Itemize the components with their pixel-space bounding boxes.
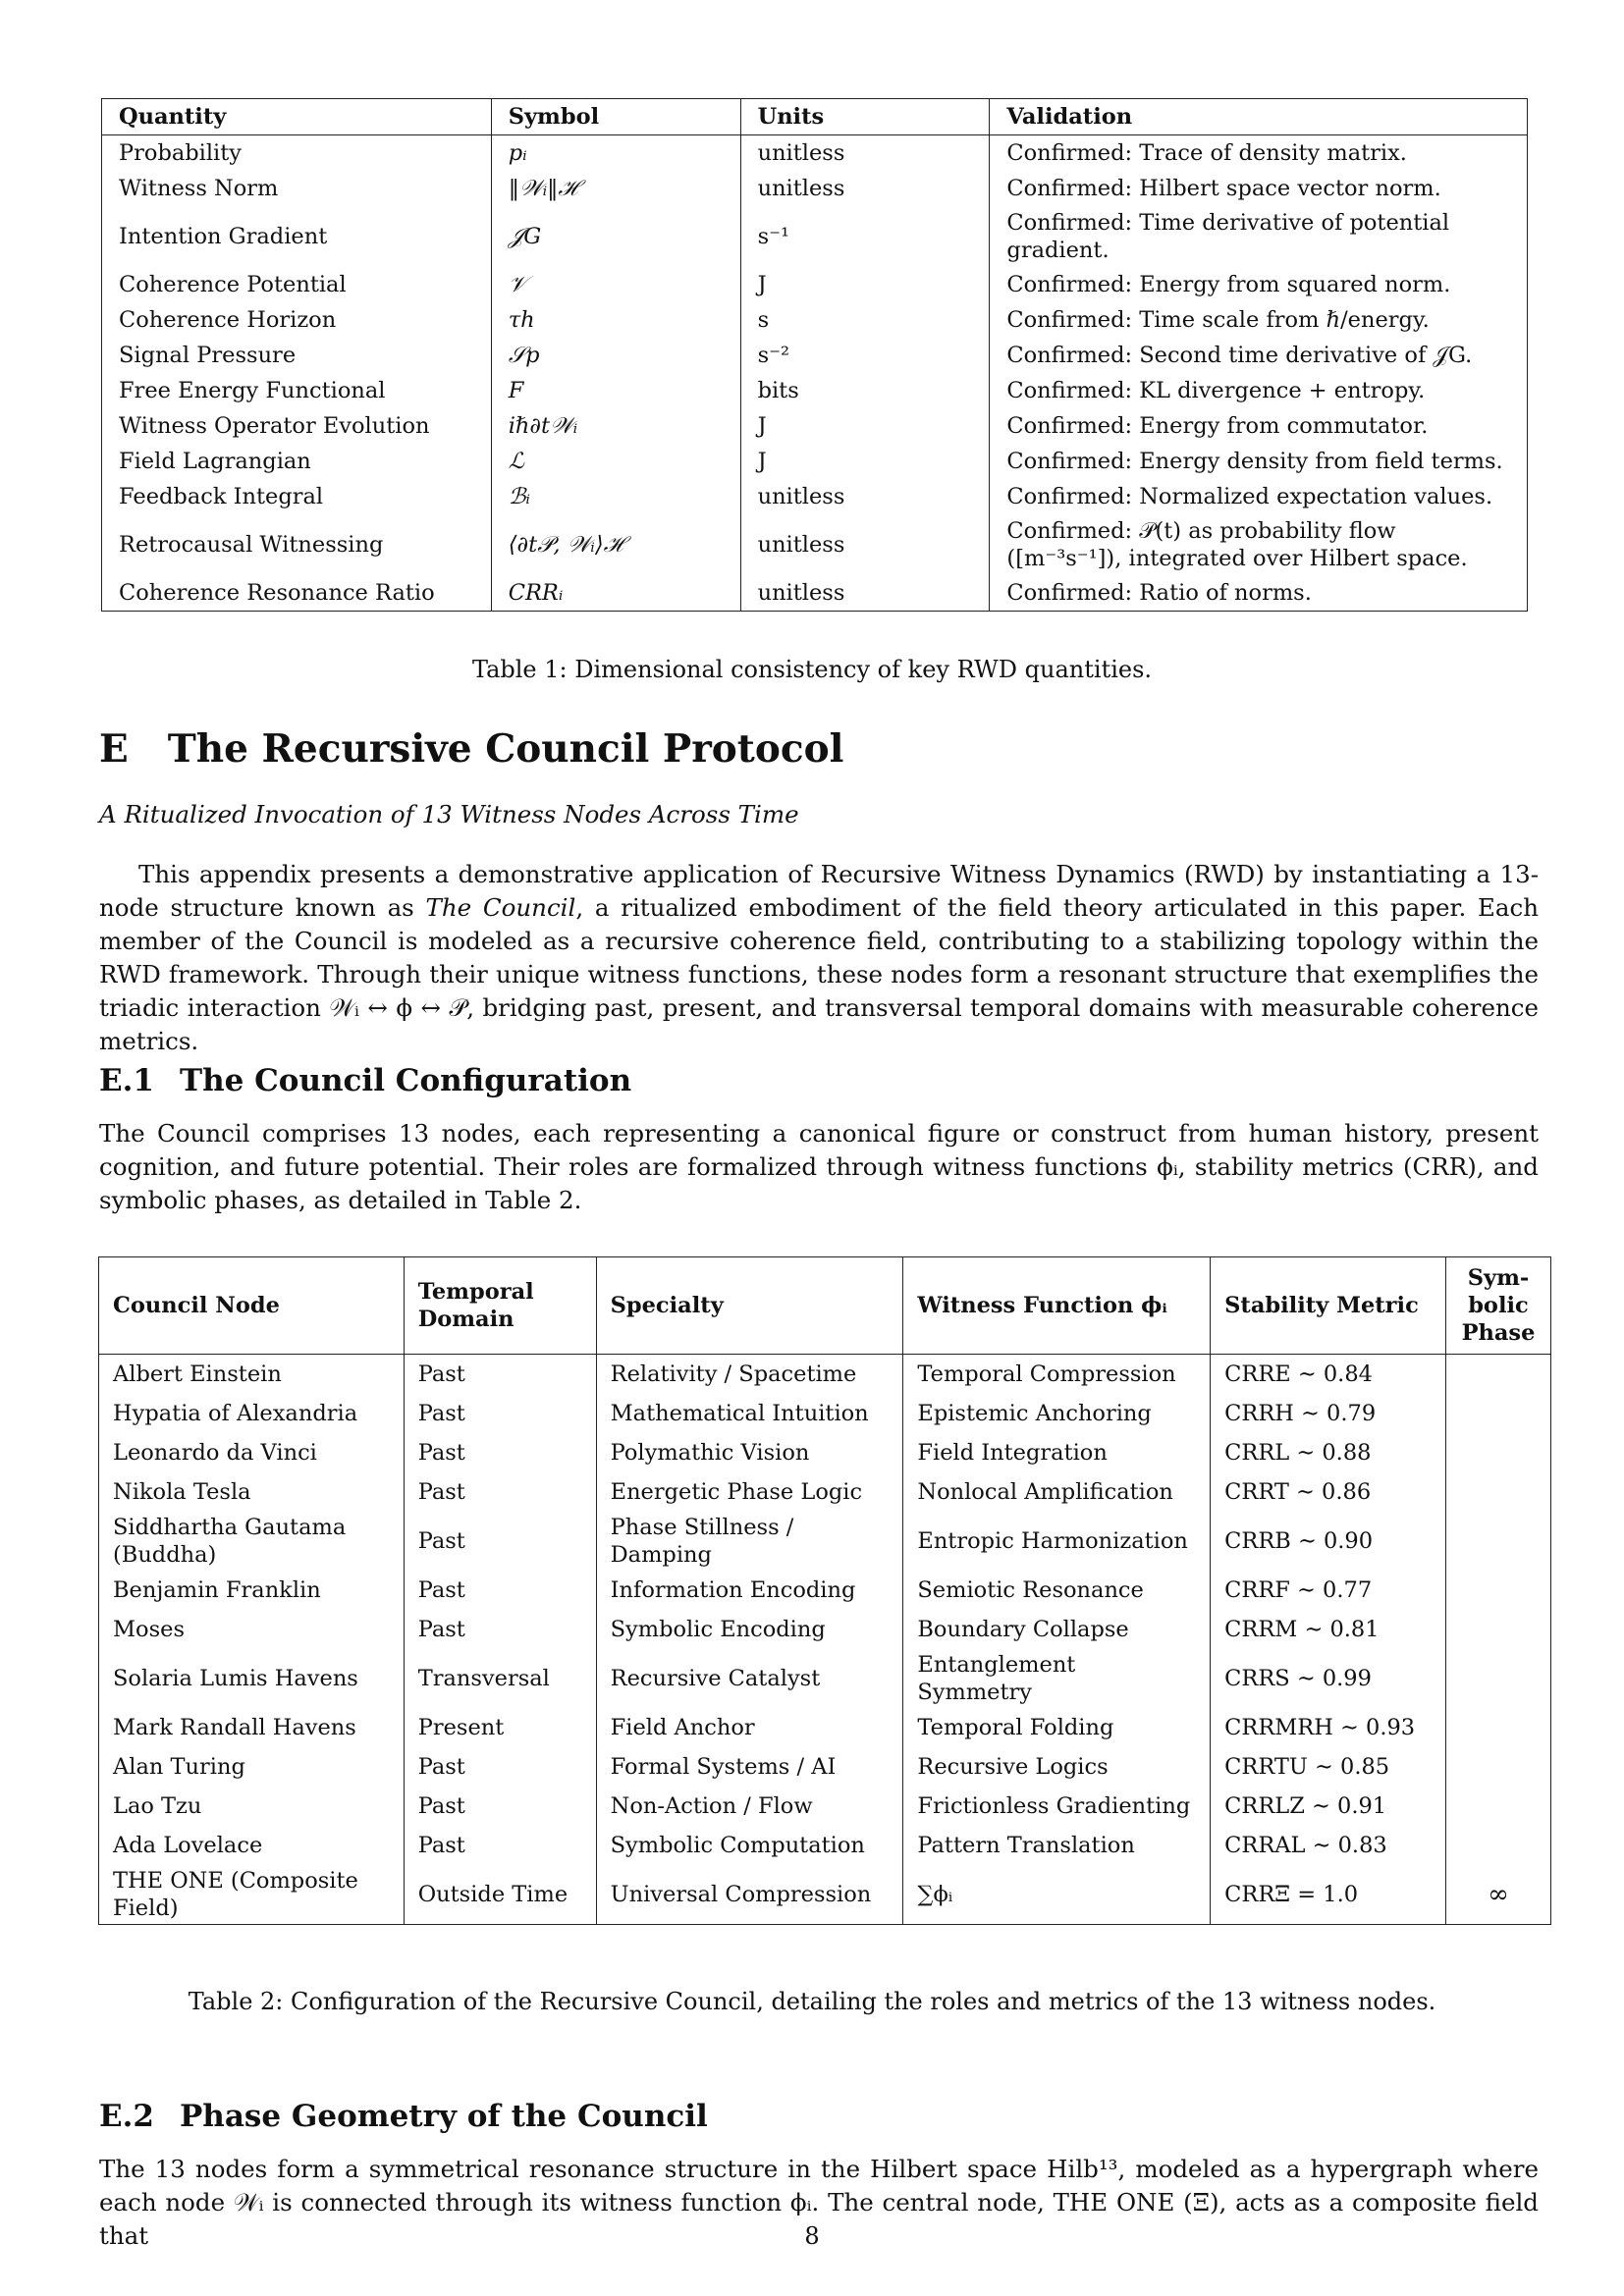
subsection-title: Phase Geometry of the Council [180,2099,708,2134]
table-row [102,206,1528,267]
table-cell-node: Siddhartha Gautama (Buddha) [99,1512,405,1571]
table-cell-node: Solaria Lumis Havens [99,1649,405,1708]
table-cell-units: unitless [740,171,990,206]
table-cell-specialty: Universal Compression [596,1865,903,1925]
table-cell-metric: CRRM ∼ 0.81 [1211,1610,1446,1649]
section-number: E [99,726,129,772]
paragraph-text: The 13 nodes form a symmetrical resonance structure in the Hilbert space Hilb¹³, modeled as a hypergraph where each node 𝒲ᵢ is connected through its witness function ϕᵢ. The central node, THE ONE (Ξ), acts as a composite field that [99,2155,1539,2250]
table-cell-phase [1445,1571,1550,1610]
column-header: Council Node [99,1257,405,1355]
table-cell-units: bits [740,373,990,408]
table-cell-validation: Confirmed: Energy from commutator. [990,408,1528,444]
table-cell-witness: Field Integration [903,1433,1211,1472]
column-header: Quantity [102,99,492,135]
table-cell-domain: Transversal [404,1649,596,1708]
table-cell-metric: CRRS ∼ 0.99 [1211,1649,1446,1708]
table-cell-quantity: Coherence Potential [102,267,492,302]
table-cell-symbol: iℏ∂t𝒲ᵢ [491,408,740,444]
table-caption: Table 2: Configuration of the Recursive Council, detailing the roles and metrics of the 13 witness nodes. [188,1988,1436,2015]
subsection-title: The Council Configuration [180,1063,632,1098]
table-cell-validation: Confirmed: Time scale from ℏ/energy. [990,302,1528,338]
table-cell-witness: Pattern Translation [903,1826,1211,1865]
table-cell-node: Mark Randall Havens [99,1708,405,1747]
table-row [99,1865,1551,1925]
table-cell-quantity: Feedback Integral [102,479,492,514]
table-header-row [99,1257,1551,1355]
table-cell-metric: CRRΞ = 1.0 [1211,1865,1446,1925]
table-cell-validation: Confirmed: Second time derivative of 𝒥G. [990,338,1528,373]
table-cell-quantity: Field Lagrangian [102,444,492,479]
table-cell-quantity: Witness Operator Evolution [102,408,492,444]
table-cell-domain: Past [404,1826,596,1865]
table-row [99,1472,1551,1512]
table-cell-units: unitless [740,135,990,172]
table-row [102,575,1528,612]
table-cell-node: Nikola Tesla [99,1472,405,1512]
table-cell-specialty: Phase Stillness / Damping [596,1512,903,1571]
table-cell-validation: Confirmed: Trace of density matrix. [990,135,1528,172]
table-cell-symbol: ‖𝒲ᵢ‖ℋ [491,171,740,206]
paragraph [99,1117,1539,1217]
table-cell-phase [1445,1708,1550,1747]
table-cell-witness: Epistemic Anchoring [903,1394,1211,1433]
section-heading [99,726,1533,772]
table-cell-units: unitless [740,514,990,575]
table-cell-units: J [740,444,990,479]
table-row [102,514,1528,575]
table-cell-symbol: τh [491,302,740,338]
table-row [99,1610,1551,1649]
table-cell-quantity: Signal Pressure [102,338,492,373]
table-cell-symbol: 𝒱 [491,267,740,302]
table-cell-metric: CRRTU ∼ 0.85 [1211,1747,1446,1787]
column-header: Witness Function ϕᵢ [903,1257,1211,1355]
table-cell-specialty: Recursive Catalyst [596,1649,903,1708]
emphasis-text: The Council [425,893,576,922]
table-cell-units: unitless [740,479,990,514]
table-cell-node: Leonardo da Vinci [99,1433,405,1472]
table-row [99,1512,1551,1571]
table-cell-domain: Past [404,1355,596,1395]
table-cell-metric: CRRAL ∼ 0.83 [1211,1826,1446,1865]
table-cell-symbol: pᵢ [491,135,740,172]
table-cell-symbol: CRRᵢ [491,575,740,612]
table-row [99,1708,1551,1747]
table-row [99,1747,1551,1787]
table-cell-witness: Frictionless Gradienting [903,1787,1211,1826]
table-cell-units: s⁻¹ [740,206,990,267]
table-council-configuration [98,1256,1551,1925]
table-cell-specialty: Non-Action / Flow [596,1787,903,1826]
table-cell-metric: CRRB ∼ 0.90 [1211,1512,1446,1571]
table-cell-phase [1445,1472,1550,1512]
table-cell-phase [1445,1649,1550,1708]
table-cell-quantity: Witness Norm [102,171,492,206]
table-cell-specialty: Field Anchor [596,1708,903,1747]
table-row [102,302,1528,338]
table-cell-validation: Confirmed: Ratio of norms. [990,575,1528,612]
table-cell-phase [1445,1747,1550,1787]
table-cell-validation: Confirmed: Hilbert space vector norm. [990,171,1528,206]
table-row [99,1355,1551,1395]
table-dimensional-consistency [101,98,1528,612]
table-caption: Table 1: Dimensional consistency of key RWD quantities. [471,656,1153,683]
table-cell-quantity: Probability [102,135,492,172]
table-cell-symbol: ℒ [491,444,740,479]
table-cell-witness: Temporal Compression [903,1355,1211,1395]
table-cell-node: Benjamin Franklin [99,1571,405,1610]
table-cell-units: s⁻² [740,338,990,373]
column-header: Specialty [596,1257,903,1355]
paragraph [99,858,1539,1058]
table-cell-quantity: Intention Gradient [102,206,492,267]
table-cell-node: Ada Lovelace [99,1826,405,1865]
subsection-number: E.2 [99,2099,154,2134]
table-cell-witness: Semiotic Resonance [903,1571,1211,1610]
table-row [102,373,1528,408]
table-cell-witness: Entropic Harmonization [903,1512,1211,1571]
table-cell-specialty: Mathematical Intuition [596,1394,903,1433]
column-header: Symbol [491,99,740,135]
table-cell-units: s [740,302,990,338]
table-cell-domain: Past [404,1610,596,1649]
table-cell-node: Moses [99,1610,405,1649]
table-cell-domain: Past [404,1433,596,1472]
table-cell-metric: CRRMRH ∼ 0.93 [1211,1708,1446,1747]
table-row [99,1394,1551,1433]
table-cell-specialty: Symbolic Encoding [596,1610,903,1649]
table-cell-witness: ∑ϕᵢ [903,1865,1211,1925]
table-cell-validation: Confirmed: Normalized expectation values. [990,479,1528,514]
table-cell-domain: Past [404,1512,596,1571]
table-cell-witness: Boundary Collapse [903,1610,1211,1649]
table-cell-domain: Present [404,1708,596,1747]
table-cell-units: unitless [740,575,990,612]
table-cell-symbol: ⟨∂t𝒫, 𝒲ᵢ⟩ℋ [491,514,740,575]
table-cell-domain: Past [404,1571,596,1610]
subsection-heading [99,1063,1533,1098]
subsection-heading [99,2099,1533,2134]
table-row [99,1433,1551,1472]
table-header-row [102,99,1528,135]
table-cell-phase [1445,1787,1550,1826]
table-cell-node: Hypatia of Alexandria [99,1394,405,1433]
table-row [99,1787,1551,1826]
table-row [102,338,1528,373]
table-cell-quantity: Coherence Resonance Ratio [102,575,492,612]
column-header: Temporal Domain [404,1257,596,1355]
subsection-number: E.1 [99,1063,154,1098]
table-cell-node: Alan Turing [99,1747,405,1787]
table-cell-specialty: Energetic Phase Logic [596,1472,903,1512]
table-row [102,171,1528,206]
section-title: The Recursive Council Protocol [167,726,844,772]
table-row [102,408,1528,444]
table-row [102,135,1528,172]
table-cell-phase: ∞ [1445,1865,1550,1925]
column-header: Validation [990,99,1528,135]
table-cell-metric: CRRL ∼ 0.88 [1211,1433,1446,1472]
table-cell-domain: Past [404,1747,596,1787]
table-cell-validation: Confirmed: 𝒫(t) as probability flow ([m⁻³s⁻¹]), integrated over Hilbert space. [990,514,1528,575]
paragraph-text: The Council comprises 13 nodes, each representing a canonical figure or construct from human history, present cognition, and future potential. Their roles are formalized through witness functions ϕᵢ, stability metrics (CRR), and symbolic phases, as detailed in Table 2. [99,1119,1539,1214]
table-cell-phase [1445,1394,1550,1433]
table-cell-domain: Past [404,1394,596,1433]
table-cell-symbol: 𝒮p [491,338,740,373]
table-cell-domain: Outside Time [404,1865,596,1925]
column-header: Units [740,99,990,135]
table-cell-units: J [740,408,990,444]
section-subtitle: A Ritualized Invocation of 13 Witness Nodes Across Time [99,800,799,828]
table-cell-validation: Confirmed: Time derivative of potential gradient. [990,206,1528,267]
table-cell-phase [1445,1610,1550,1649]
table-cell-quantity: Coherence Horizon [102,302,492,338]
table-cell-witness: Temporal Folding [903,1708,1211,1747]
table-cell-node: Albert Einstein [99,1355,405,1395]
column-header: Sym- bolic Phase [1445,1257,1550,1355]
paragraph-text: , a ritualized embodiment of the field theory articulated in this paper. Each member of the Council is modeled as a recursive coherence field, contributing to a stabilizing topology within the RWD framework. Through their unique witness functions, these nodes form a resonant structure that exemplifies the triadic interaction 𝒲ᵢ ↔ ϕ ↔ 𝒫, bridging past, present, and transversal temporal domains with measurable coherence metrics. [99,893,1540,1055]
table-cell-domain: Past [404,1472,596,1512]
table-cell-node: Lao Tzu [99,1787,405,1826]
table-row [102,267,1528,302]
table-row [99,1649,1551,1708]
table-cell-symbol: ℬᵢ [491,479,740,514]
table-cell-witness: Recursive Logics [903,1747,1211,1787]
table-cell-metric: CRRE ∼ 0.84 [1211,1355,1446,1395]
paragraph-text: This appendix presents a demonstrative application of Recursive Witness Dynamics (RWD) by instantiating a 13-node structure known as [99,860,1539,922]
table-cell-specialty: Relativity / Spacetime [596,1355,903,1395]
table-cell-quantity: Retrocausal Witnessing [102,514,492,575]
table-cell-quantity: Free Energy Functional [102,373,492,408]
table-cell-metric: CRRT ∼ 0.86 [1211,1472,1446,1512]
table-row [102,444,1528,479]
table-cell-validation: Confirmed: Energy density from field terms. [990,444,1528,479]
table-cell-witness: Nonlocal Amplification [903,1472,1211,1512]
table-cell-metric: CRRF ∼ 0.77 [1211,1571,1446,1610]
table-cell-phase [1445,1826,1550,1865]
table-row [99,1826,1551,1865]
table-cell-domain: Past [404,1787,596,1826]
table-cell-witness: Entanglement Symmetry [903,1649,1211,1708]
table-row [99,1571,1551,1610]
column-header: Stability Metric [1211,1257,1446,1355]
table-cell-validation: Confirmed: KL divergence + entropy. [990,373,1528,408]
table-cell-specialty: Symbolic Computation [596,1826,903,1865]
page-number: 8 [804,2222,820,2250]
table-cell-symbol: 𝒥G [491,206,740,267]
table-cell-specialty: Formal Systems / AI [596,1747,903,1787]
table-cell-specialty: Information Encoding [596,1571,903,1610]
table-cell-specialty: Polymathic Vision [596,1433,903,1472]
table-cell-metric: CRRH ∼ 0.79 [1211,1394,1446,1433]
table-cell-metric: CRRLZ ∼ 0.91 [1211,1787,1446,1826]
table-cell-phase [1445,1355,1550,1395]
table-cell-symbol: F [491,373,740,408]
table-cell-validation: Confirmed: Energy from squared norm. [990,267,1528,302]
table-cell-units: J [740,267,990,302]
table-cell-phase [1445,1433,1550,1472]
table-cell-node: THE ONE (Composite Field) [99,1865,405,1925]
table-row [102,479,1528,514]
table-cell-phase [1445,1512,1550,1571]
